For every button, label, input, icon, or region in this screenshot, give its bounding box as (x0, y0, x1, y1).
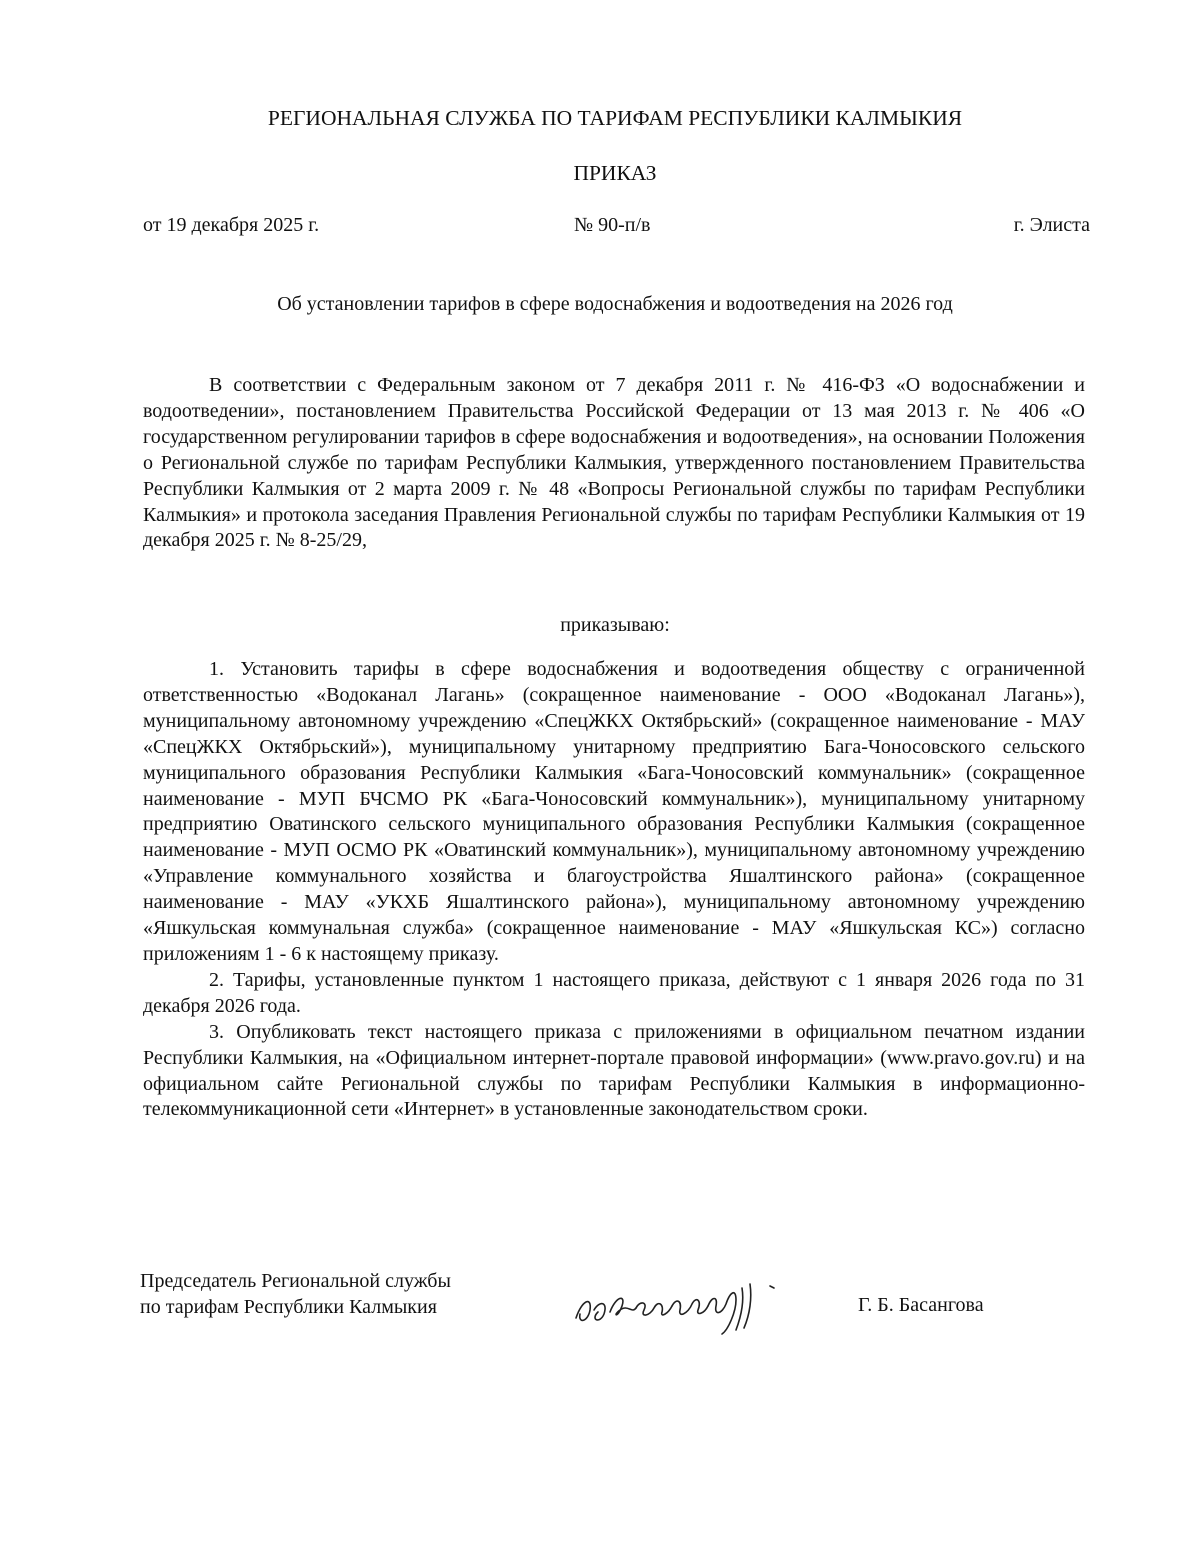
order-point-3: 3. Опубликовать текст настоящего приказа с приложениями в официальном печатном издании Республики Калмыкия, на «Официальном интернет-портале правовой информации» (www.pravo.gov.ru) и на официальном сайте Региональной службы по тарифам Республики Калмыкия в информационно-телекоммуникационной сети «Интернет» в установленные законодательством сроки. (143, 1020, 1085, 1121)
preamble (143, 373, 1085, 554)
order-point-2: 2. Тарифы, установленные пунктом 1 настоящего приказа, действуют с 1 января 2026 года по 31 декабря 2026 года. (143, 968, 1085, 1017)
order-points (143, 657, 1085, 1123)
document-date: от 19 декабря 2025 г. (143, 214, 320, 236)
signer-name: Г. Б. Басангова (858, 1294, 984, 1316)
organization-name: РЕГИОНАЛЬНАЯ СЛУЖБА ПО ТАРИФАМ РЕСПУБЛИКИ КАЛМЫКИЯ (267, 106, 963, 130)
handwritten-signature (570, 1270, 790, 1340)
signer-position-line-2: по тарифам Республики Калмыкия (140, 1296, 437, 1318)
order-word: приказываю: (560, 614, 670, 636)
signer-position-line-1: Председатель Региональной службы (140, 1270, 451, 1292)
signer-position (140, 1268, 451, 1320)
document-subject: Об установлении тарифов в сфере водоснабжения и водоотведения на 2026 год (277, 293, 953, 315)
order-point-1: 1. Установить тарифы в сфере водоснабжения и водоотведения обществу с ограниченной ответственностью «Водоканал Лагань» (сокращенное наименование - ООО «Водоканал Лагань»), муниципальному автономному учреждению «СпецЖКХ Октябрьский» (сокращенное наименование - МАУ «СпецЖКХ Октябрьский»), муниципальному унитарному предприятию Бага-Чоносовского сельского муниципального образования Республики Калмыкия «Бага-Чоносовский коммунальник» (сокращенное наименование - МУП БЧСМО РК «Бага-Чоносовский коммунальник»), муниципальному унитарному предприятию Оватинского сельского муниципального образования Республики Калмыкия (сокращенное наименование - МУП ОСМО РК «Оватинский коммунальник»), муниципальному автономному учреждению «Управление коммунального хозяйства и благоустройства Яшалтинского района» (сокращенное наименование - МАУ «УКХБ Яшалтинского района»), муниципальному автономному учреждению «Яшкульская коммунальная служба» (сокращенное наименование - МАУ «Яшкульская КС») согласно приложениям 1 - 6 к настоящему приказу. (143, 658, 1085, 965)
document-type: ПРИКАЗ (573, 161, 657, 185)
document-number: № 90-п/в (574, 214, 651, 236)
document-city: г. Элиста (1013, 214, 1090, 236)
preamble-paragraph: В соответствии с Федеральным законом от 7 декабря 2011 г. № 416-ФЗ «О водоснабжении и водоотведении», постановлением Правительства Российской Федерации от 13 мая 2013 г. № 406 «О государственном регулировании тарифов в сфере водоснабжения и водоотведения», на основании Положения о Региональной службе по тарифам Республики Калмыкия, утвержденного постановлением Правительства Республики Калмыкия от 2 марта 2009 г. № 48 «Вопросы Региональной службы по тарифам Республики Калмыкия» и протокола заседания Правления Региональной службы по тарифам Республики Калмыкия от 19 декабря 2025 г. № 8-25/29, (143, 374, 1085, 552)
document-meta-row (143, 214, 1090, 244)
